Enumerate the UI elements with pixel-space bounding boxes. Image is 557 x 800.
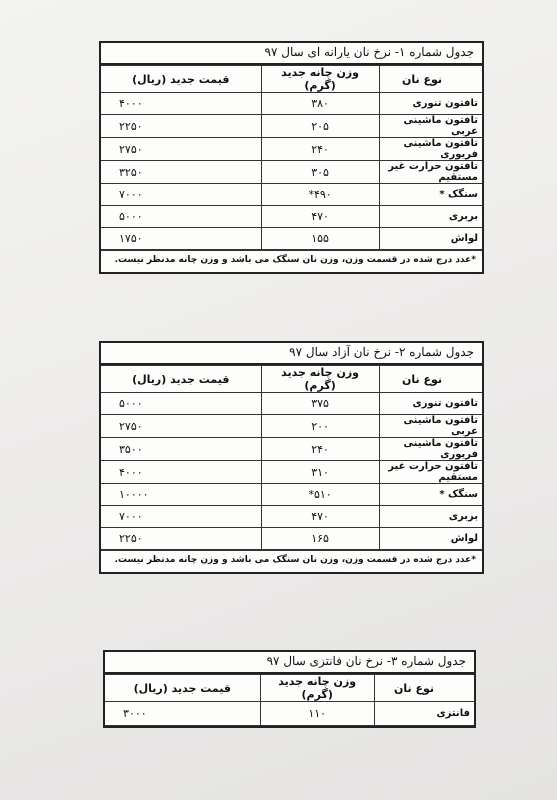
price-table [101,365,482,550]
table-footnote: *عدد درج شده در قسمت وزن، وزن نان سنگک می باشد و وزن چانه مدنظر نیست. [101,250,482,272]
price: ۴۰۰۰ [101,461,261,484]
table-row [101,438,482,461]
bread-type: تافتون تنوری [379,393,482,415]
col-header-price: قیمت جدید (ریال) [101,66,261,93]
weight: ۱۱۰ [260,702,374,726]
table-row [101,93,482,115]
header-row [105,675,474,702]
weight: ۴۷۰ [261,506,379,528]
table-fancy-bread [103,650,476,728]
table-row [101,528,482,550]
bread-type: تافتون ماشینی عربی [379,115,482,138]
bread-type: تافتون ماشینی فریوری [379,138,482,161]
price-table [105,674,474,726]
weight: ۲۴۰ [261,438,379,461]
price: ۲۲۵۰ [101,528,261,550]
table-free-bread [99,341,484,574]
table-row [101,138,482,161]
table-row [101,161,482,184]
price: ۳۰۰۰ [105,702,260,726]
table-row [101,206,482,228]
table-footnote: *عدد درج شده در قسمت وزن، وزن نان سنگک می باشد و وزن چانه مدنظر نیست. [101,550,482,572]
col-header-weight: وزن چانه جدید (گرم) [261,66,379,93]
weight: ۲۴۰ [261,138,379,161]
price: ۵۰۰۰ [101,393,261,415]
price: ۷۰۰۰ [101,506,261,528]
bread-type: تافتون ماشینی فریوری [379,438,482,461]
price: ۴۰۰۰ [101,93,261,115]
bread-type: لواش [379,528,482,550]
bread-type: تافتون حرارت غیر مستقیم [379,461,482,484]
price: ۲۷۵۰ [101,138,261,161]
table-row [101,184,482,206]
price-table [101,65,482,250]
price: ۷۰۰۰ [101,184,261,206]
table-row [101,115,482,138]
table-title: جدول شماره ۳- نرخ نان فانتزی سال ۹۷ [105,652,474,674]
table-row [101,461,482,484]
table-title: جدول شماره ۱- نرخ نان یارانه ای سال ۹۷ [101,43,482,65]
table-row [101,228,482,250]
weight: ۱۵۵ [261,228,379,250]
bread-type: فانتزی [374,702,474,726]
weight: ۵۱۰* [261,484,379,506]
bread-type: تافتون حرارت غیر مستقیم [379,161,482,184]
col-header-price: قیمت جدید (ریال) [101,366,261,393]
bread-type: بربری [379,206,482,228]
col-header-bread-type: نوع نان [379,66,482,93]
table-row [101,484,482,506]
col-header-bread-type: نوع نان [374,675,474,702]
weight: ۴۹۰* [261,184,379,206]
table-title: جدول شماره ۲- نرخ نان آزاد سال ۹۷ [101,343,482,365]
header-row [101,66,482,93]
weight: ۲۰۰ [261,415,379,438]
bread-type: سنگک * [379,484,482,506]
header-row [101,366,482,393]
bread-type: لواش [379,228,482,250]
weight: ۳۷۵ [261,393,379,415]
table-row [101,506,482,528]
bread-type: تافتون ماشینی عربی [379,415,482,438]
col-header-weight: وزن چانه جدید (گرم) [261,366,379,393]
price: ۳۵۰۰ [101,438,261,461]
bread-type: تافتون تنوری [379,93,482,115]
price: ۳۲۵۰ [101,161,261,184]
price: ۲۷۵۰ [101,415,261,438]
weight: ۴۷۰ [261,206,379,228]
price: ۱۰۰۰۰ [101,484,261,506]
table-row [101,393,482,415]
weight: ۱۶۵ [261,528,379,550]
price: ۱۷۵۰ [101,228,261,250]
table-subsidized-bread [99,41,484,274]
weight: ۳۰۵ [261,161,379,184]
table-row [105,702,474,726]
bread-type: بربری [379,506,482,528]
col-header-bread-type: نوع نان [379,366,482,393]
bread-type: سنگک * [379,184,482,206]
col-header-price: قیمت جدید (ریال) [105,675,260,702]
col-header-weight: وزن چانه جدید (گرم) [260,675,374,702]
table-row [101,415,482,438]
weight: ۳۱۰ [261,461,379,484]
weight: ۲۰۵ [261,115,379,138]
price: ۵۰۰۰ [101,206,261,228]
weight: ۳۸۰ [261,93,379,115]
price: ۲۲۵۰ [101,115,261,138]
